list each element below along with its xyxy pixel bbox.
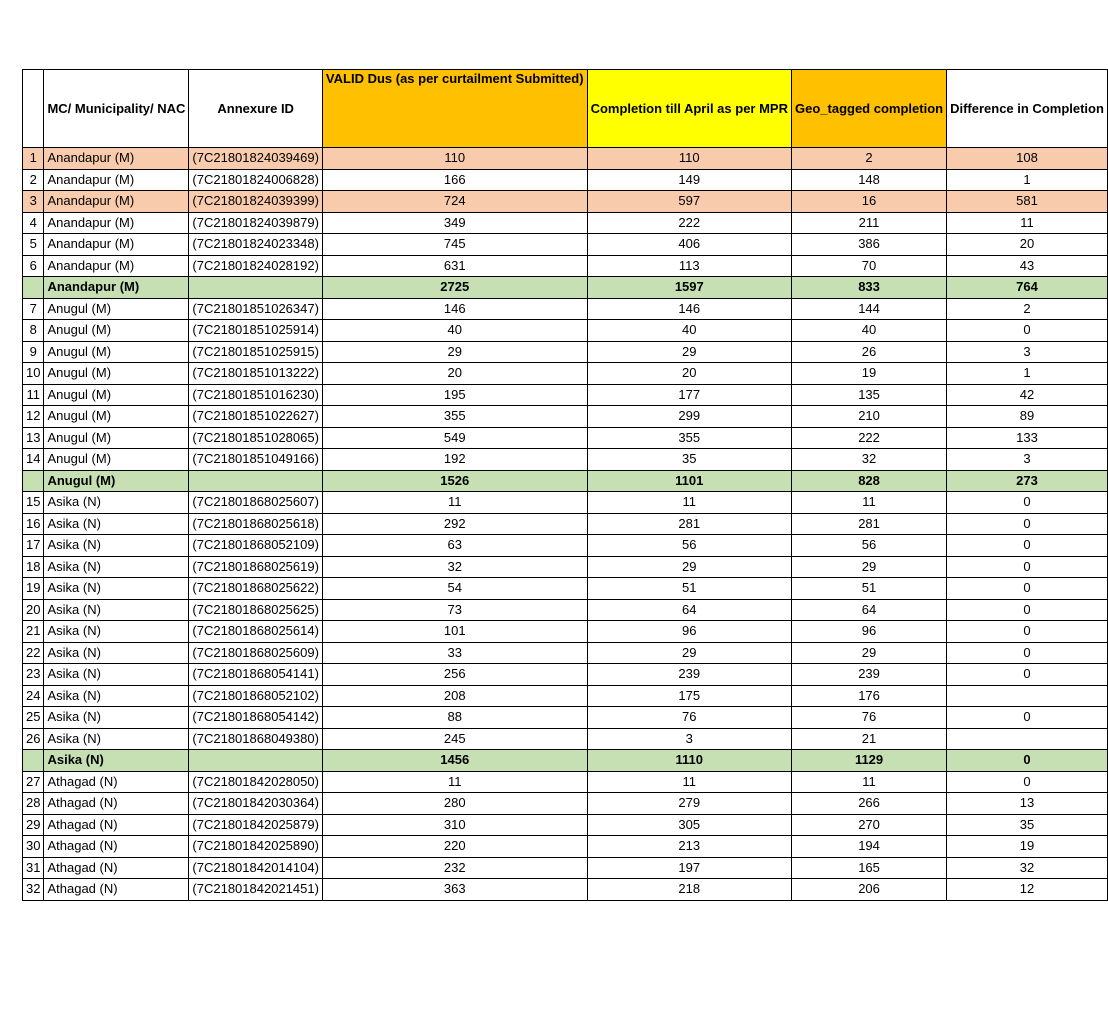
cell-completion: 96 — [587, 621, 791, 643]
cell-municipality: Asika (N) — [44, 642, 189, 664]
table-row — [23, 879, 1108, 901]
cell-annexure-id: (7C21801868025625) — [189, 599, 323, 621]
cell-serial — [23, 277, 44, 299]
cell-geo-tagged: 211 — [792, 212, 947, 234]
cell-completion: 11 — [587, 771, 791, 793]
cell-difference: 11 — [947, 212, 1108, 234]
cell-difference: 0 — [947, 320, 1108, 342]
header-row — [23, 70, 1108, 148]
cell-difference: 0 — [947, 750, 1108, 772]
cell-difference: 0 — [947, 664, 1108, 686]
cell-geo-tagged: 56 — [792, 535, 947, 557]
cell-annexure-id: (7C21801851016230) — [189, 384, 323, 406]
cell-annexure-id: (7C21801851026347) — [189, 298, 323, 320]
cell-difference — [947, 685, 1108, 707]
table-row — [23, 728, 1108, 750]
cell-valid-dus: 549 — [322, 427, 587, 449]
cell-valid-dus: 232 — [322, 857, 587, 879]
table-row — [23, 535, 1108, 557]
cell-serial: 5 — [23, 234, 44, 256]
cell-completion: 355 — [587, 427, 791, 449]
cell-valid-dus: 32 — [322, 556, 587, 578]
cell-difference: 581 — [947, 191, 1108, 213]
cell-completion: 40 — [587, 320, 791, 342]
cell-geo-tagged: 26 — [792, 341, 947, 363]
table-row — [23, 255, 1108, 277]
table-row — [23, 148, 1108, 170]
cell-municipality: Anugul (M) — [44, 320, 189, 342]
cell-valid-dus: 2725 — [322, 277, 587, 299]
cell-municipality: Anugul (M) — [44, 427, 189, 449]
table-row — [23, 836, 1108, 858]
data-table — [22, 69, 1108, 901]
table-row — [23, 857, 1108, 879]
cell-serial: 13 — [23, 427, 44, 449]
cell-valid-dus: 29 — [322, 341, 587, 363]
cell-annexure-id: (7C21801868025622) — [189, 578, 323, 600]
cell-annexure-id: (7C21801842025890) — [189, 836, 323, 858]
cell-completion: 1110 — [587, 750, 791, 772]
cell-municipality: Anandapur (M) — [44, 255, 189, 277]
cell-geo-tagged: 21 — [792, 728, 947, 750]
cell-serial: 16 — [23, 513, 44, 535]
cell-completion: 20 — [587, 363, 791, 385]
cell-completion: 29 — [587, 642, 791, 664]
cell-difference: 0 — [947, 492, 1108, 514]
cell-serial: 21 — [23, 621, 44, 643]
cell-difference: 32 — [947, 857, 1108, 879]
cell-municipality: Anugul (M) — [44, 298, 189, 320]
cell-annexure-id: (7C21801851013222) — [189, 363, 323, 385]
cell-completion: 222 — [587, 212, 791, 234]
cell-annexure-id: (7C21801868049380) — [189, 728, 323, 750]
cell-municipality: Anandapur (M) — [44, 212, 189, 234]
cell-geo-tagged: 64 — [792, 599, 947, 621]
cell-geo-tagged: 2 — [792, 148, 947, 170]
cell-completion: 197 — [587, 857, 791, 879]
cell-geo-tagged: 32 — [792, 449, 947, 471]
cell-municipality: Anugul (M) — [44, 363, 189, 385]
cell-municipality: Asika (N) — [44, 728, 189, 750]
cell-annexure-id: (7C21801842025879) — [189, 814, 323, 836]
cell-annexure-id — [189, 277, 323, 299]
cell-difference: 42 — [947, 384, 1108, 406]
cell-geo-tagged: 1129 — [792, 750, 947, 772]
cell-valid-dus: 631 — [322, 255, 587, 277]
cell-completion: 305 — [587, 814, 791, 836]
subtotal-row — [23, 277, 1108, 299]
table-row — [23, 685, 1108, 707]
cell-difference: 0 — [947, 578, 1108, 600]
cell-annexure-id: (7C21801851022627) — [189, 406, 323, 428]
cell-geo-tagged: 194 — [792, 836, 947, 858]
cell-annexure-id: (7C21801868052109) — [189, 535, 323, 557]
cell-serial: 28 — [23, 793, 44, 815]
cell-serial: 15 — [23, 492, 44, 514]
cell-municipality: Asika (N) — [44, 664, 189, 686]
cell-completion: 239 — [587, 664, 791, 686]
cell-completion: 51 — [587, 578, 791, 600]
cell-municipality: Asika (N) — [44, 535, 189, 557]
cell-valid-dus: 88 — [322, 707, 587, 729]
cell-difference — [947, 728, 1108, 750]
cell-geo-tagged: 206 — [792, 879, 947, 901]
cell-completion: 35 — [587, 449, 791, 471]
cell-municipality: Anugul (M) — [44, 449, 189, 471]
cell-serial: 32 — [23, 879, 44, 901]
header-serial — [23, 70, 44, 148]
cell-valid-dus: 349 — [322, 212, 587, 234]
cell-geo-tagged: 828 — [792, 470, 947, 492]
cell-annexure-id: (7C21801868025609) — [189, 642, 323, 664]
cell-difference: 764 — [947, 277, 1108, 299]
table-row — [23, 492, 1108, 514]
cell-geo-tagged: 266 — [792, 793, 947, 815]
table-row — [23, 814, 1108, 836]
cell-geo-tagged: 281 — [792, 513, 947, 535]
table-row — [23, 298, 1108, 320]
cell-difference: 12 — [947, 879, 1108, 901]
cell-municipality: Anugul (M) — [44, 384, 189, 406]
cell-completion: 406 — [587, 234, 791, 256]
cell-difference: 13 — [947, 793, 1108, 815]
table-row — [23, 578, 1108, 600]
table-row — [23, 406, 1108, 428]
table-row — [23, 449, 1108, 471]
cell-municipality: Anandapur (M) — [44, 277, 189, 299]
cell-serial: 2 — [23, 169, 44, 191]
cell-municipality: Athagad (N) — [44, 814, 189, 836]
cell-completion: 218 — [587, 879, 791, 901]
cell-serial: 27 — [23, 771, 44, 793]
table-row — [23, 384, 1108, 406]
cell-completion: 213 — [587, 836, 791, 858]
cell-serial — [23, 470, 44, 492]
cell-difference: 273 — [947, 470, 1108, 492]
header-difference: Difference in Completion — [947, 70, 1108, 148]
cell-valid-dus: 355 — [322, 406, 587, 428]
cell-valid-dus: 73 — [322, 599, 587, 621]
cell-serial: 1 — [23, 148, 44, 170]
cell-valid-dus: 54 — [322, 578, 587, 600]
table-row — [23, 191, 1108, 213]
cell-difference: 35 — [947, 814, 1108, 836]
cell-completion: 110 — [587, 148, 791, 170]
cell-geo-tagged: 135 — [792, 384, 947, 406]
cell-municipality: Athagad (N) — [44, 793, 189, 815]
cell-valid-dus: 1526 — [322, 470, 587, 492]
cell-municipality: Asika (N) — [44, 599, 189, 621]
cell-serial: 22 — [23, 642, 44, 664]
cell-serial: 24 — [23, 685, 44, 707]
cell-valid-dus: 11 — [322, 771, 587, 793]
header-municipality: MC/ Municipality/ NAC — [44, 70, 189, 148]
cell-difference: 89 — [947, 406, 1108, 428]
cell-annexure-id: (7C21801824023348) — [189, 234, 323, 256]
cell-valid-dus: 292 — [322, 513, 587, 535]
cell-municipality: Anugul (M) — [44, 341, 189, 363]
cell-geo-tagged: 76 — [792, 707, 947, 729]
cell-annexure-id: (7C21801824028192) — [189, 255, 323, 277]
cell-completion: 113 — [587, 255, 791, 277]
cell-municipality: Anugul (M) — [44, 406, 189, 428]
cell-geo-tagged: 51 — [792, 578, 947, 600]
cell-difference: 0 — [947, 556, 1108, 578]
cell-geo-tagged: 833 — [792, 277, 947, 299]
cell-annexure-id: (7C21801868052102) — [189, 685, 323, 707]
cell-municipality: Asika (N) — [44, 685, 189, 707]
cell-completion: 279 — [587, 793, 791, 815]
cell-valid-dus: 1456 — [322, 750, 587, 772]
cell-valid-dus: 101 — [322, 621, 587, 643]
cell-municipality: Anandapur (M) — [44, 148, 189, 170]
subtotal-row — [23, 470, 1108, 492]
cell-annexure-id: (7C21801842028050) — [189, 771, 323, 793]
table-row — [23, 427, 1108, 449]
cell-geo-tagged: 16 — [792, 191, 947, 213]
table-row — [23, 771, 1108, 793]
cell-completion: 1101 — [587, 470, 791, 492]
cell-annexure-id — [189, 470, 323, 492]
cell-annexure-id: (7C21801868054142) — [189, 707, 323, 729]
cell-valid-dus: 63 — [322, 535, 587, 557]
cell-geo-tagged: 386 — [792, 234, 947, 256]
cell-geo-tagged: 148 — [792, 169, 947, 191]
table-row — [23, 363, 1108, 385]
header-valid-dus: VALID Dus (as per curtailment Submitted) — [322, 70, 587, 148]
cell-municipality: Anandapur (M) — [44, 191, 189, 213]
cell-geo-tagged: 11 — [792, 771, 947, 793]
cell-valid-dus: 192 — [322, 449, 587, 471]
cell-serial: 18 — [23, 556, 44, 578]
cell-annexure-id: (7C21801842021451) — [189, 879, 323, 901]
cell-serial: 4 — [23, 212, 44, 234]
cell-annexure-id: (7C21801851028065) — [189, 427, 323, 449]
cell-geo-tagged: 176 — [792, 685, 947, 707]
cell-completion: 76 — [587, 707, 791, 729]
cell-municipality: Asika (N) — [44, 578, 189, 600]
cell-geo-tagged: 19 — [792, 363, 947, 385]
cell-serial: 20 — [23, 599, 44, 621]
cell-valid-dus: 310 — [322, 814, 587, 836]
cell-annexure-id: (7C21801868025619) — [189, 556, 323, 578]
cell-municipality: Athagad (N) — [44, 771, 189, 793]
cell-serial: 17 — [23, 535, 44, 557]
cell-valid-dus: 33 — [322, 642, 587, 664]
cell-annexure-id: (7C21801868025607) — [189, 492, 323, 514]
cell-difference: 0 — [947, 621, 1108, 643]
cell-annexure-id: (7C21801842014104) — [189, 857, 323, 879]
cell-serial: 14 — [23, 449, 44, 471]
cell-completion: 299 — [587, 406, 791, 428]
cell-completion: 29 — [587, 556, 791, 578]
table-row — [23, 513, 1108, 535]
cell-serial: 19 — [23, 578, 44, 600]
cell-completion: 149 — [587, 169, 791, 191]
cell-valid-dus: 745 — [322, 234, 587, 256]
cell-municipality: Asika (N) — [44, 621, 189, 643]
header-completion: Completion till April as per MPR — [587, 70, 791, 148]
header-annexure-id: Annexure ID — [189, 70, 323, 148]
cell-municipality: Athagad (N) — [44, 836, 189, 858]
cell-geo-tagged: 96 — [792, 621, 947, 643]
cell-difference: 19 — [947, 836, 1108, 858]
cell-geo-tagged: 270 — [792, 814, 947, 836]
cell-geo-tagged: 210 — [792, 406, 947, 428]
cell-valid-dus: 146 — [322, 298, 587, 320]
cell-annexure-id: (7C21801824006828) — [189, 169, 323, 191]
cell-difference: 133 — [947, 427, 1108, 449]
cell-valid-dus: 20 — [322, 363, 587, 385]
cell-difference: 0 — [947, 642, 1108, 664]
cell-serial: 12 — [23, 406, 44, 428]
table-row — [23, 169, 1108, 191]
cell-serial: 29 — [23, 814, 44, 836]
cell-valid-dus: 208 — [322, 685, 587, 707]
cell-serial: 8 — [23, 320, 44, 342]
cell-serial: 11 — [23, 384, 44, 406]
cell-municipality: Athagad (N) — [44, 879, 189, 901]
cell-annexure-id: (7C21801851025914) — [189, 320, 323, 342]
cell-geo-tagged: 165 — [792, 857, 947, 879]
cell-completion: 11 — [587, 492, 791, 514]
cell-difference: 43 — [947, 255, 1108, 277]
cell-valid-dus: 245 — [322, 728, 587, 750]
cell-annexure-id — [189, 750, 323, 772]
cell-valid-dus: 363 — [322, 879, 587, 901]
cell-serial: 23 — [23, 664, 44, 686]
cell-geo-tagged: 40 — [792, 320, 947, 342]
cell-municipality: Asika (N) — [44, 750, 189, 772]
cell-annexure-id: (7C21801868025618) — [189, 513, 323, 535]
cell-valid-dus: 40 — [322, 320, 587, 342]
table-row — [23, 621, 1108, 643]
cell-difference: 3 — [947, 341, 1108, 363]
cell-serial: 30 — [23, 836, 44, 858]
table-row — [23, 707, 1108, 729]
cell-valid-dus: 166 — [322, 169, 587, 191]
cell-serial: 9 — [23, 341, 44, 363]
cell-serial: 26 — [23, 728, 44, 750]
cell-completion: 146 — [587, 298, 791, 320]
cell-difference: 1 — [947, 363, 1108, 385]
cell-valid-dus: 195 — [322, 384, 587, 406]
cell-difference: 108 — [947, 148, 1108, 170]
cell-annexure-id: (7C21801851025915) — [189, 341, 323, 363]
cell-serial: 25 — [23, 707, 44, 729]
table-row — [23, 793, 1108, 815]
cell-serial — [23, 750, 44, 772]
cell-geo-tagged: 29 — [792, 556, 947, 578]
cell-municipality: Anandapur (M) — [44, 234, 189, 256]
cell-completion: 281 — [587, 513, 791, 535]
cell-completion: 1597 — [587, 277, 791, 299]
table-row — [23, 642, 1108, 664]
cell-geo-tagged: 11 — [792, 492, 947, 514]
table-row — [23, 556, 1108, 578]
cell-annexure-id: (7C21801824039879) — [189, 212, 323, 234]
header-geo-tagged: Geo_tagged completion — [792, 70, 947, 148]
cell-difference: 2 — [947, 298, 1108, 320]
cell-municipality: Asika (N) — [44, 556, 189, 578]
cell-completion: 177 — [587, 384, 791, 406]
cell-difference: 0 — [947, 513, 1108, 535]
cell-geo-tagged: 222 — [792, 427, 947, 449]
cell-completion: 64 — [587, 599, 791, 621]
subtotal-row — [23, 750, 1108, 772]
cell-completion: 175 — [587, 685, 791, 707]
cell-municipality: Asika (N) — [44, 513, 189, 535]
cell-annexure-id: (7C21801851049166) — [189, 449, 323, 471]
table-row — [23, 234, 1108, 256]
cell-serial: 3 — [23, 191, 44, 213]
cell-difference: 0 — [947, 599, 1108, 621]
cell-valid-dus: 11 — [322, 492, 587, 514]
cell-completion: 597 — [587, 191, 791, 213]
cell-geo-tagged: 144 — [792, 298, 947, 320]
cell-difference: 0 — [947, 707, 1108, 729]
cell-valid-dus: 256 — [322, 664, 587, 686]
cell-geo-tagged: 29 — [792, 642, 947, 664]
cell-difference: 0 — [947, 535, 1108, 557]
cell-geo-tagged: 70 — [792, 255, 947, 277]
table-row — [23, 599, 1108, 621]
cell-difference: 0 — [947, 771, 1108, 793]
cell-serial: 31 — [23, 857, 44, 879]
cell-serial: 7 — [23, 298, 44, 320]
cell-valid-dus: 220 — [322, 836, 587, 858]
cell-serial: 10 — [23, 363, 44, 385]
cell-annexure-id: (7C21801868054141) — [189, 664, 323, 686]
cell-municipality: Asika (N) — [44, 492, 189, 514]
cell-annexure-id: (7C21801842030364) — [189, 793, 323, 815]
cell-municipality: Athagad (N) — [44, 857, 189, 879]
cell-difference: 1 — [947, 169, 1108, 191]
cell-annexure-id: (7C21801868025614) — [189, 621, 323, 643]
table-row — [23, 664, 1108, 686]
cell-geo-tagged: 239 — [792, 664, 947, 686]
cell-difference: 20 — [947, 234, 1108, 256]
table-row — [23, 212, 1108, 234]
cell-difference: 3 — [947, 449, 1108, 471]
cell-municipality: Asika (N) — [44, 707, 189, 729]
cell-municipality: Anugul (M) — [44, 470, 189, 492]
table-body — [23, 148, 1108, 901]
cell-completion: 29 — [587, 341, 791, 363]
table-row — [23, 341, 1108, 363]
cell-valid-dus: 110 — [322, 148, 587, 170]
cell-completion: 3 — [587, 728, 791, 750]
table-row — [23, 320, 1108, 342]
cell-annexure-id: (7C21801824039399) — [189, 191, 323, 213]
cell-valid-dus: 280 — [322, 793, 587, 815]
cell-valid-dus: 724 — [322, 191, 587, 213]
cell-annexure-id: (7C21801824039469) — [189, 148, 323, 170]
cell-completion: 56 — [587, 535, 791, 557]
cell-serial: 6 — [23, 255, 44, 277]
cell-municipality: Anandapur (M) — [44, 169, 189, 191]
